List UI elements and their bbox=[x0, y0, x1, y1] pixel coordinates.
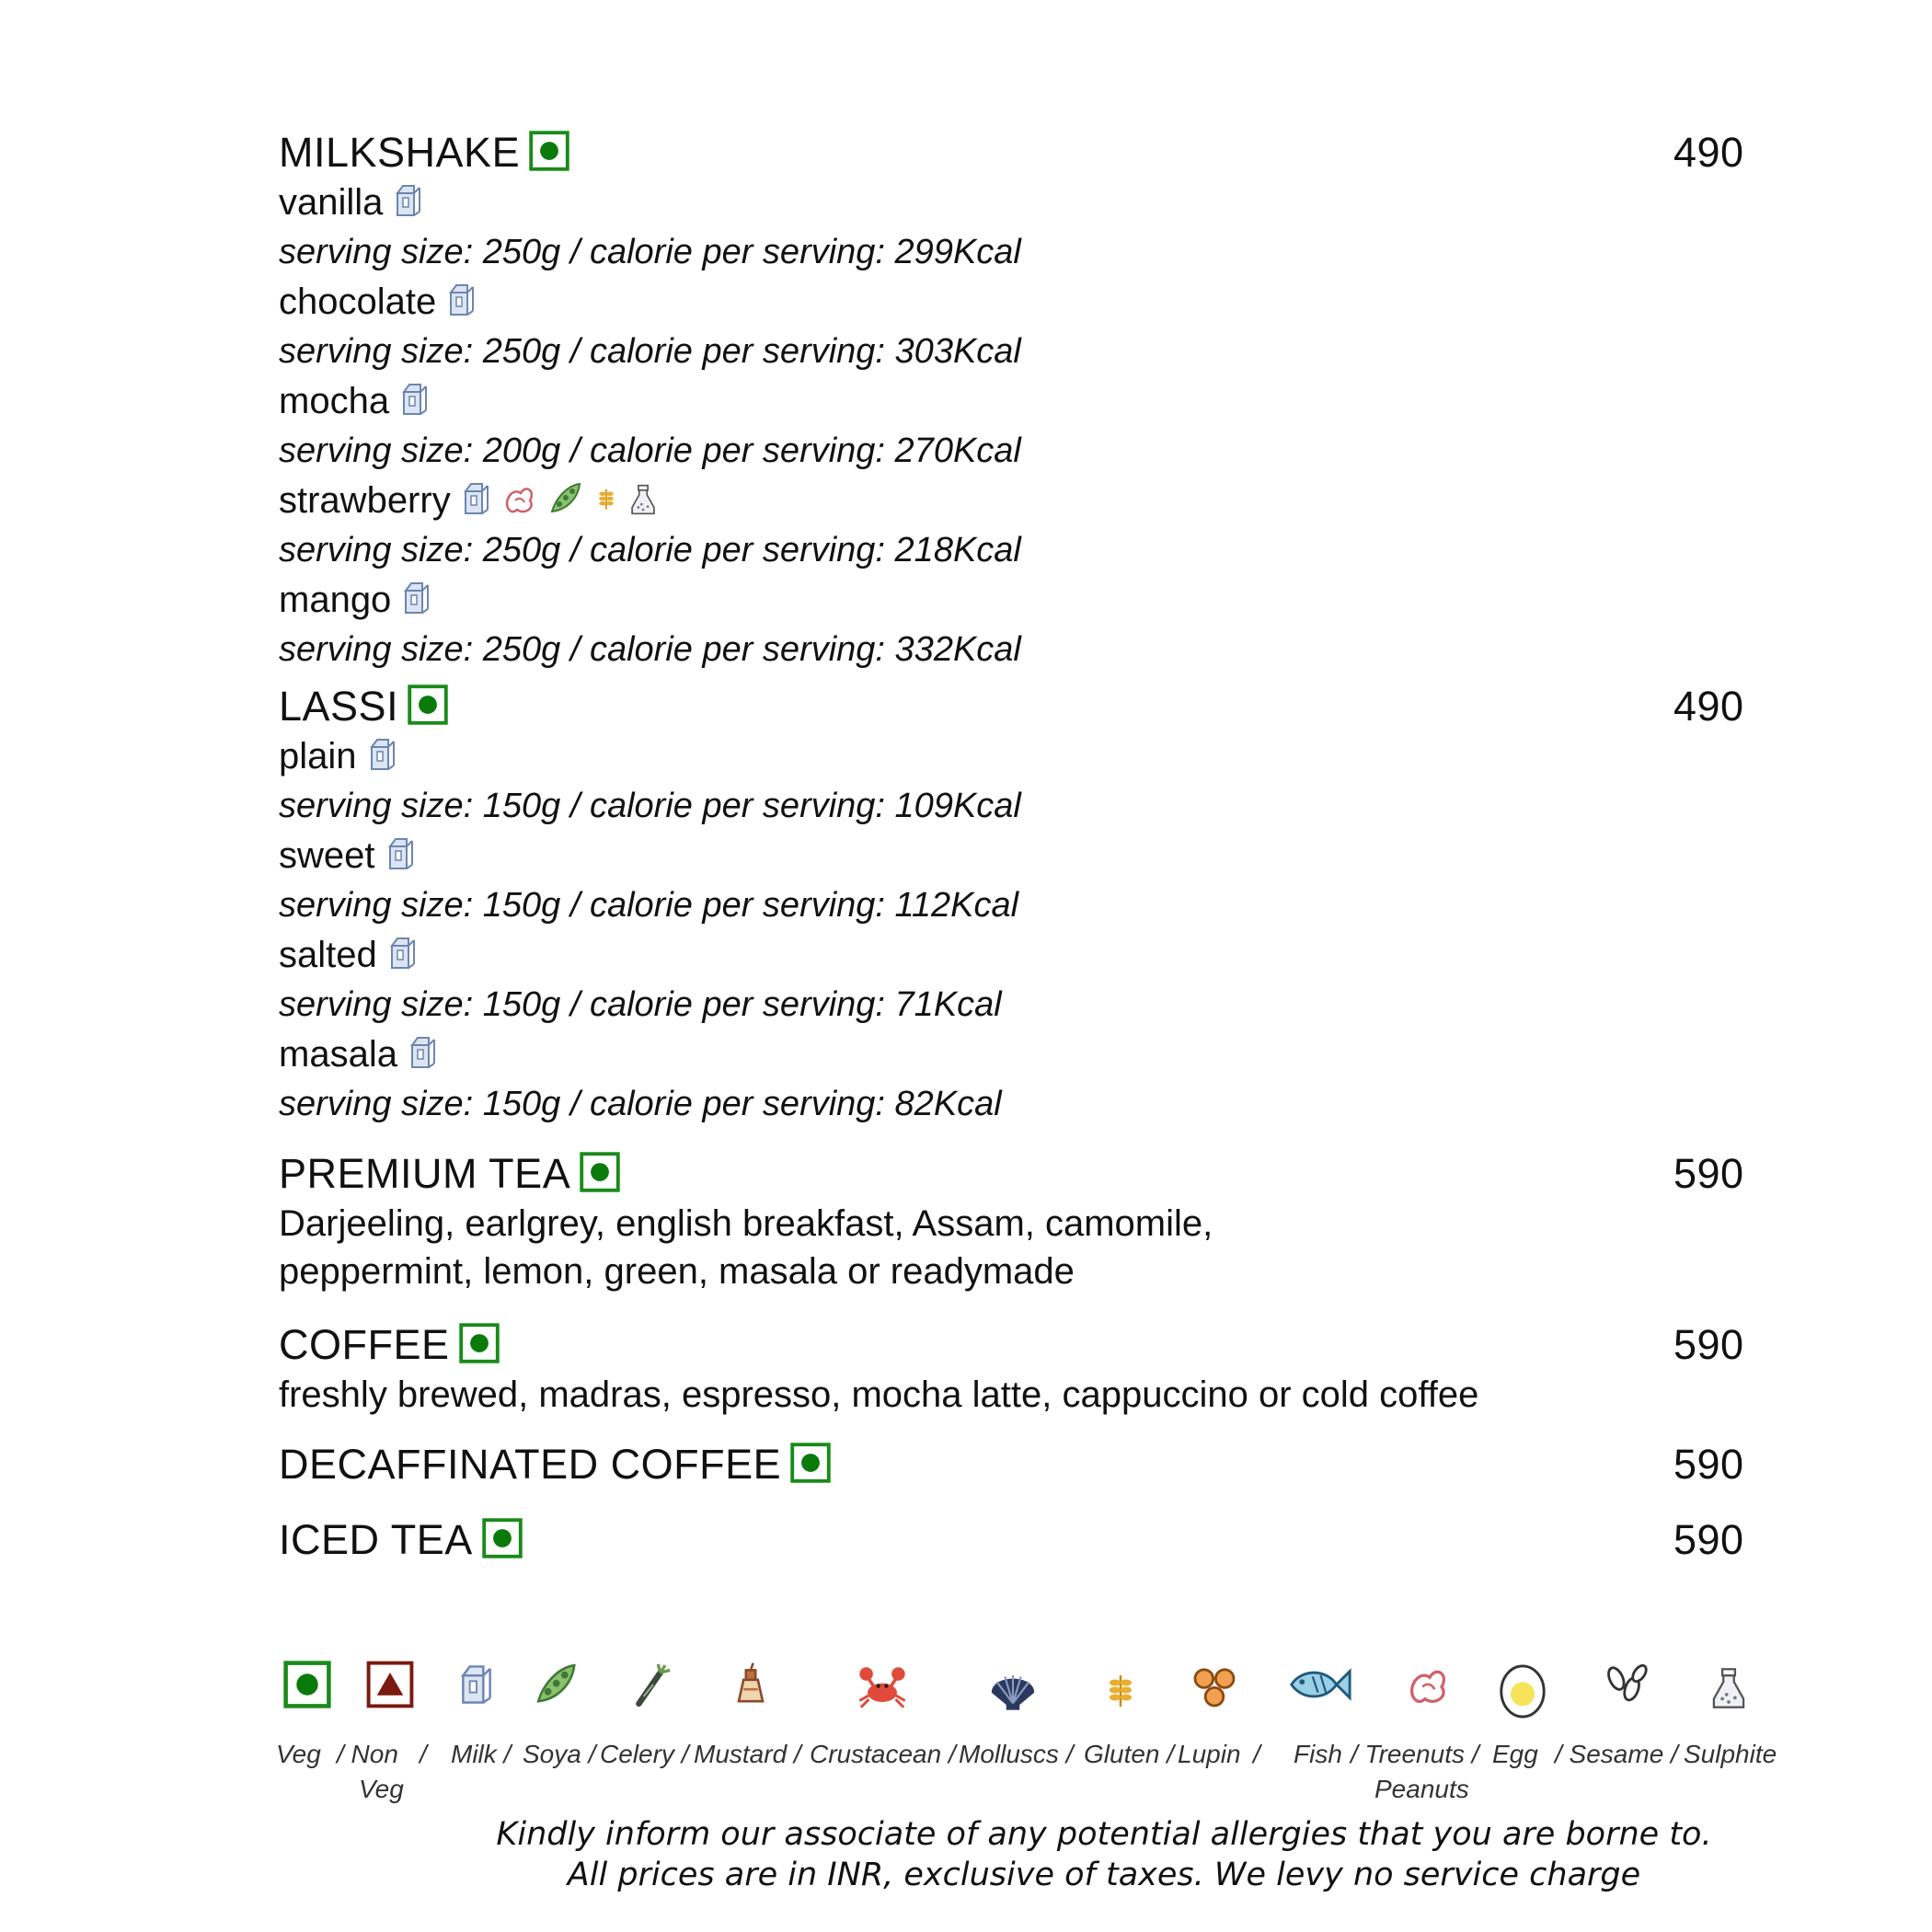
legend-label-molluscs: Molluscs / bbox=[959, 1740, 1074, 1768]
serving-info: serving size: 150g / calorie per serving: 109Kcal bbox=[279, 787, 1021, 825]
section-title: COFFEE bbox=[279, 1321, 450, 1368]
menu-item bbox=[279, 732, 1751, 780]
section-heading-iced-tea bbox=[279, 1514, 1751, 1566]
legend-label-treenuts: / Treenuts / bbox=[1351, 1740, 1479, 1768]
gluten-icon bbox=[1102, 1661, 1139, 1719]
milk-icon bbox=[460, 480, 493, 517]
milk-icon bbox=[392, 182, 425, 219]
item-name: vanilla bbox=[279, 182, 384, 223]
item-name: salted bbox=[279, 935, 377, 975]
milk-icon bbox=[398, 381, 431, 418]
section-heading-premium-tea bbox=[279, 1148, 1751, 1200]
milk-icon bbox=[400, 580, 433, 616]
legend-separator: / bbox=[420, 1740, 427, 1768]
item-name: strawberry bbox=[279, 480, 451, 521]
serving-info: serving size: 250g / calorie per serving: 303Kcal bbox=[279, 332, 1021, 371]
legend-label-veg: Veg bbox=[276, 1740, 321, 1768]
serving-info: serving size: 150g / calorie per serving: 82Kcal bbox=[279, 1085, 1002, 1123]
allergen-legend bbox=[276, 1661, 1803, 1817]
item-name: mango bbox=[279, 580, 392, 620]
item-name: chocolate bbox=[279, 282, 437, 322]
legend-label-crustacean: Crustacean / bbox=[810, 1740, 956, 1768]
veg-icon bbox=[529, 131, 569, 171]
egg-icon bbox=[1496, 1661, 1549, 1719]
menu-item bbox=[279, 576, 1751, 624]
section-title: MILKSHAKE bbox=[279, 129, 521, 176]
serving-info: serving size: 250g / calorie per serving: 332Kcal bbox=[279, 630, 1021, 669]
price: 590 bbox=[1673, 1441, 1744, 1488]
section-title: LASSI bbox=[279, 683, 399, 730]
section-title: PREMIUM TEA bbox=[279, 1150, 571, 1197]
lupin-icon bbox=[1187, 1661, 1242, 1712]
celery-icon bbox=[629, 1661, 677, 1708]
section-heading-coffee bbox=[279, 1319, 1751, 1371]
soya-icon bbox=[534, 1661, 581, 1708]
legend-label-peanuts: Peanuts bbox=[1374, 1775, 1469, 1803]
mustard-icon bbox=[727, 1661, 775, 1708]
menu-item bbox=[279, 377, 1751, 425]
price: 490 bbox=[1673, 683, 1744, 730]
legend-label-fish: Fish bbox=[1294, 1740, 1342, 1768]
shell-icon bbox=[986, 1661, 1040, 1714]
milk-icon bbox=[366, 736, 399, 773]
item-description: peppermint, lemon, green, masala or readymade bbox=[279, 1251, 1075, 1292]
serving-info: serving size: 150g / calorie per serving: 71Kcal bbox=[279, 985, 1002, 1024]
menu-item bbox=[279, 178, 1751, 226]
menu-item bbox=[279, 832, 1751, 880]
menu-item bbox=[279, 931, 1751, 979]
legend-label-non-veg-2: Veg bbox=[359, 1775, 404, 1803]
sulphite-icon bbox=[627, 480, 659, 519]
section-heading-milkshake bbox=[279, 127, 1751, 178]
milk-icon bbox=[385, 835, 418, 872]
price-note: All prices are in INR, exclusive of taxes. We levy no service charge bbox=[567, 1857, 1641, 1893]
legend-label-soya: Soya / bbox=[523, 1740, 596, 1768]
fish-icon bbox=[1286, 1661, 1352, 1708]
item-name: plain bbox=[279, 736, 357, 776]
legend-label-lupin: Lupin bbox=[1178, 1740, 1241, 1768]
crab-icon bbox=[856, 1661, 909, 1714]
footer-note bbox=[276, 1814, 1932, 1895]
section-heading-lassi bbox=[279, 681, 1751, 732]
veg-icon bbox=[790, 1443, 831, 1483]
soya-icon bbox=[548, 480, 585, 517]
price: 590 bbox=[1673, 1321, 1744, 1368]
legend-label-mustard: Mustard / bbox=[694, 1740, 801, 1768]
menu bbox=[279, 127, 1751, 1566]
sesame-icon bbox=[1601, 1661, 1652, 1712]
treenut-icon bbox=[502, 480, 539, 517]
serving-info: serving size: 150g / calorie per serving: 112Kcal bbox=[279, 886, 1019, 925]
milk-icon bbox=[456, 1661, 497, 1708]
section-title: DECAFFINATED COFFEE bbox=[279, 1441, 782, 1488]
legend-label-gluten: Gluten / bbox=[1084, 1740, 1175, 1768]
allergy-note: Kindly inform our associate of any potential allergies that you are borne to. bbox=[496, 1816, 1712, 1853]
menu-item bbox=[279, 278, 1751, 326]
treenut-icon bbox=[1404, 1661, 1455, 1708]
milk-icon bbox=[407, 1034, 440, 1071]
price: 590 bbox=[1673, 1516, 1744, 1563]
price: 490 bbox=[1673, 129, 1744, 176]
legend-label-milk: Milk / bbox=[451, 1740, 512, 1768]
gluten-icon bbox=[594, 480, 618, 517]
legend-label-sulphite: Sulphite bbox=[1684, 1740, 1777, 1768]
milk-icon bbox=[445, 282, 478, 318]
item-description: Darjeeling, earlgrey, english breakfast, Assam, camomile, bbox=[279, 1203, 1213, 1244]
price: 590 bbox=[1673, 1150, 1744, 1197]
menu-item bbox=[279, 1030, 1751, 1078]
milk-icon bbox=[386, 935, 420, 972]
veg-icon bbox=[482, 1518, 523, 1558]
legend-label-sesame: / Sesame / bbox=[1555, 1740, 1678, 1768]
serving-info: serving size: 200g / calorie per serving: 270Kcal bbox=[279, 431, 1021, 470]
non-veg-icon bbox=[366, 1661, 414, 1708]
veg-icon bbox=[580, 1152, 620, 1192]
serving-info: serving size: 250g / calorie per serving: 218Kcal bbox=[279, 531, 1021, 569]
veg-icon bbox=[408, 684, 448, 725]
item-name: sweet bbox=[279, 835, 375, 876]
serving-info: serving size: 250g / calorie per serving: 299Kcal bbox=[279, 233, 1021, 271]
sulphite-icon bbox=[1708, 1661, 1750, 1716]
legend-separator: / bbox=[1253, 1740, 1260, 1768]
section-title: ICED TEA bbox=[279, 1516, 473, 1563]
veg-icon bbox=[283, 1661, 331, 1708]
item-name: masala bbox=[279, 1034, 397, 1075]
menu-item bbox=[279, 477, 1751, 524]
item-description: freshly brewed, madras, espresso, mocha latte, cappuccino or cold coffee bbox=[279, 1374, 1479, 1415]
item-name: mocha bbox=[279, 381, 390, 421]
legend-label-egg: Egg bbox=[1492, 1740, 1538, 1768]
legend-label-celery: Celery / bbox=[600, 1740, 689, 1768]
section-heading-decaf bbox=[279, 1439, 1751, 1490]
veg-icon bbox=[459, 1323, 500, 1363]
legend-label-non-veg: / Non bbox=[337, 1740, 398, 1768]
